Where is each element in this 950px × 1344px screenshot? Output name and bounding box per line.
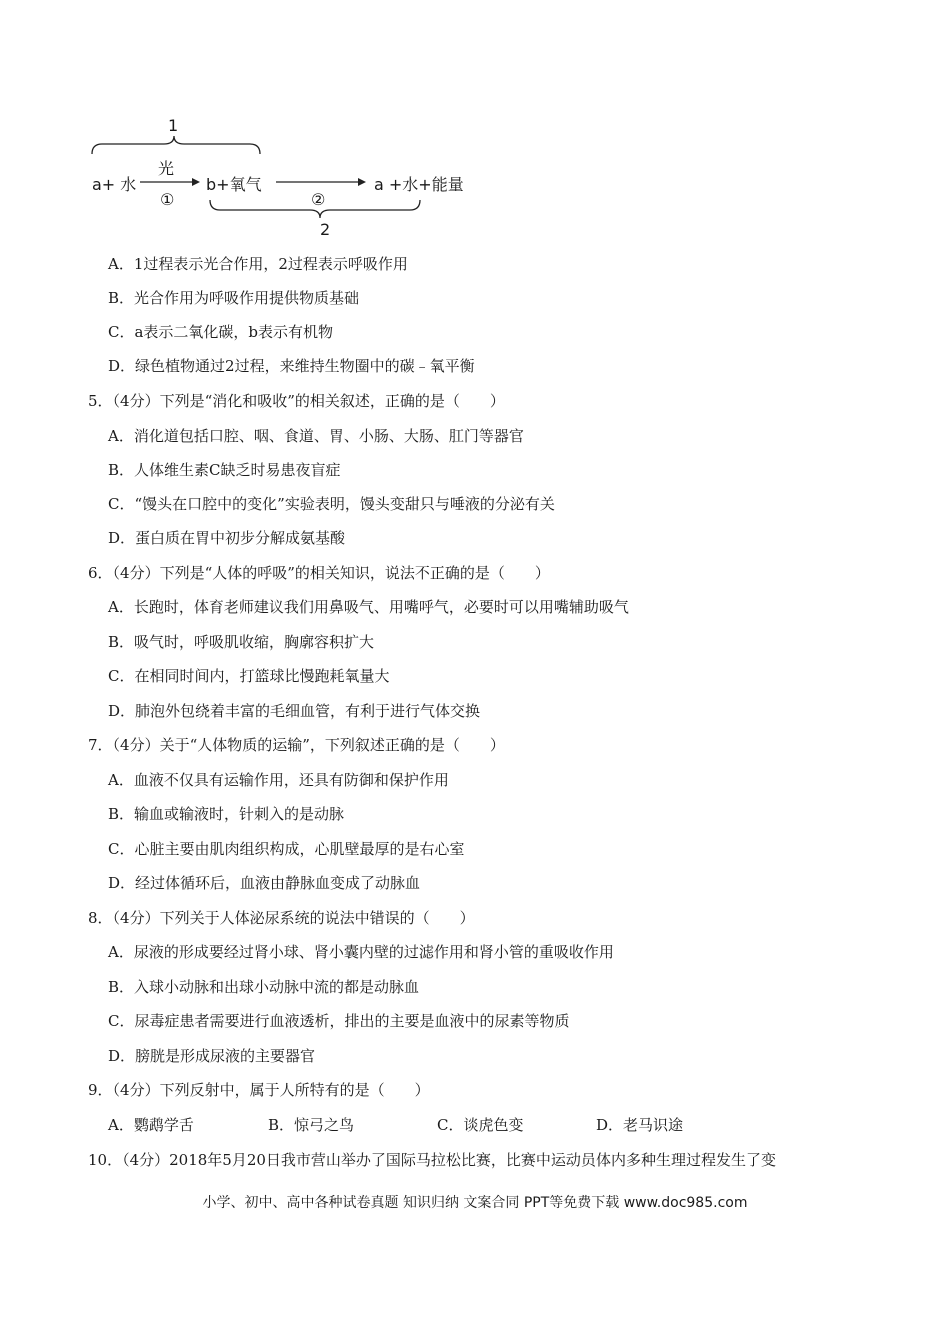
q6-option-d: D．肺泡外包绕着丰富的毛细血管，有利于进行气体交换	[108, 702, 481, 720]
q5-option-a: A．消化道包括口腔、咽、食道、胃、小肠、大肠、肛门等器官	[108, 427, 524, 445]
q9-option-c: C．谈虎色变	[437, 1116, 524, 1134]
q10-stem: 10．（4分）2018年5月20日我市营山举办了国际马拉松比赛，比赛中运动员体内多种生理过程发生了变	[88, 1151, 776, 1169]
q8-option-d: D．膀胱是形成尿液的主要器官	[108, 1047, 316, 1065]
q6-stem: 6．（4分）下列是“人体的呼吸”的相关知识，说法不正确的是（ ）	[88, 564, 550, 582]
arrow1-step: ①	[160, 190, 175, 209]
q8-stem: 8．（4分）下列关于人体泌尿系统的说法中错误的（ ）	[88, 909, 475, 927]
arrow2-step: ②	[311, 190, 326, 209]
reactants-left: a+ 水	[92, 175, 137, 194]
q4-option-b: B．光合作用为呼吸作用提供物质基础	[108, 289, 360, 307]
q4-option-a: A．1过程表示光合作用，2过程表示呼吸作用	[108, 255, 408, 273]
q8-option-b: B．入球小动脉和出球小动脉中流的都是动脉血	[108, 978, 420, 996]
q7-option-b: B．输血或输液时，针刺入的是动脉	[108, 805, 345, 823]
products-right: a +水+能量	[374, 175, 464, 194]
q5-option-c: C．“馒头在口腔中的变化”实验表明，馒头变甜只与唾液的分泌有关	[108, 495, 555, 513]
brace-label-1: 1	[168, 116, 179, 135]
q7-option-c: C．心脏主要由肌肉组织构成，心肌壁最厚的是右心室	[108, 840, 465, 858]
arrow1-condition: 光	[158, 159, 175, 178]
brace-label-2: 2	[320, 220, 331, 239]
q8-option-c: C．尿毒症患者需要进行血液透析，排出的主要是血液中的尿素等物质	[108, 1012, 570, 1030]
q6-option-c: C．在相同时间内，打篮球比慢跑耗氧量大	[108, 667, 390, 685]
q9-option-d: D．老马识途	[596, 1116, 684, 1134]
q9-option-a: A．鹦鹉学舌	[108, 1116, 194, 1134]
q8-option-a: A．尿液的形成要经过肾小球、肾小囊内壁的过滤作用和肾小管的重吸收作用	[108, 943, 614, 961]
q4-option-d: D．绿色植物通过2过程，来维持生物圈中的碳﹣氧平衡	[108, 357, 475, 375]
q7-option-a: A．血液不仅具有运输作用，还具有防御和保护作用	[108, 771, 449, 789]
q5-option-b: B．人体维生素C缺乏时易患夜盲症	[108, 461, 341, 479]
q6-option-a: A．长跑时，体育老师建议我们用鼻吸气、用嘴呼气，必要时可以用嘴辅助吸气	[108, 598, 629, 616]
q9-stem: 9．（4分）下列反射中，属于人所特有的是（ ）	[88, 1081, 430, 1099]
q4-option-c: C．a表示二氧化碳，b表示有机物	[108, 323, 334, 341]
q9-option-b: B．惊弓之鸟	[268, 1116, 355, 1134]
q7-stem: 7．（4分）关于“人体物质的运输”，下列叙述正确的是（ ）	[88, 736, 505, 754]
q5-option-d: D．蛋白质在胃中初步分解成氨基酸	[108, 529, 346, 547]
products-middle: b+氧气	[206, 175, 262, 194]
q6-option-b: B．吸气时，呼吸肌收缩，胸廓容积扩大	[108, 633, 375, 651]
q5-stem: 5．（4分）下列是“消化和吸收”的相关叙述，正确的是（ ）	[88, 392, 505, 410]
q7-option-d: D．经过体循环后，血液由静脉血变成了动脉血	[108, 874, 421, 892]
page-footer: 小学、初中、高中各种试卷真题 知识归纳 文案合同 PPT等免费下载 www.doc985.com	[202, 1195, 748, 1211]
reaction-diagram	[82, 112, 482, 242]
